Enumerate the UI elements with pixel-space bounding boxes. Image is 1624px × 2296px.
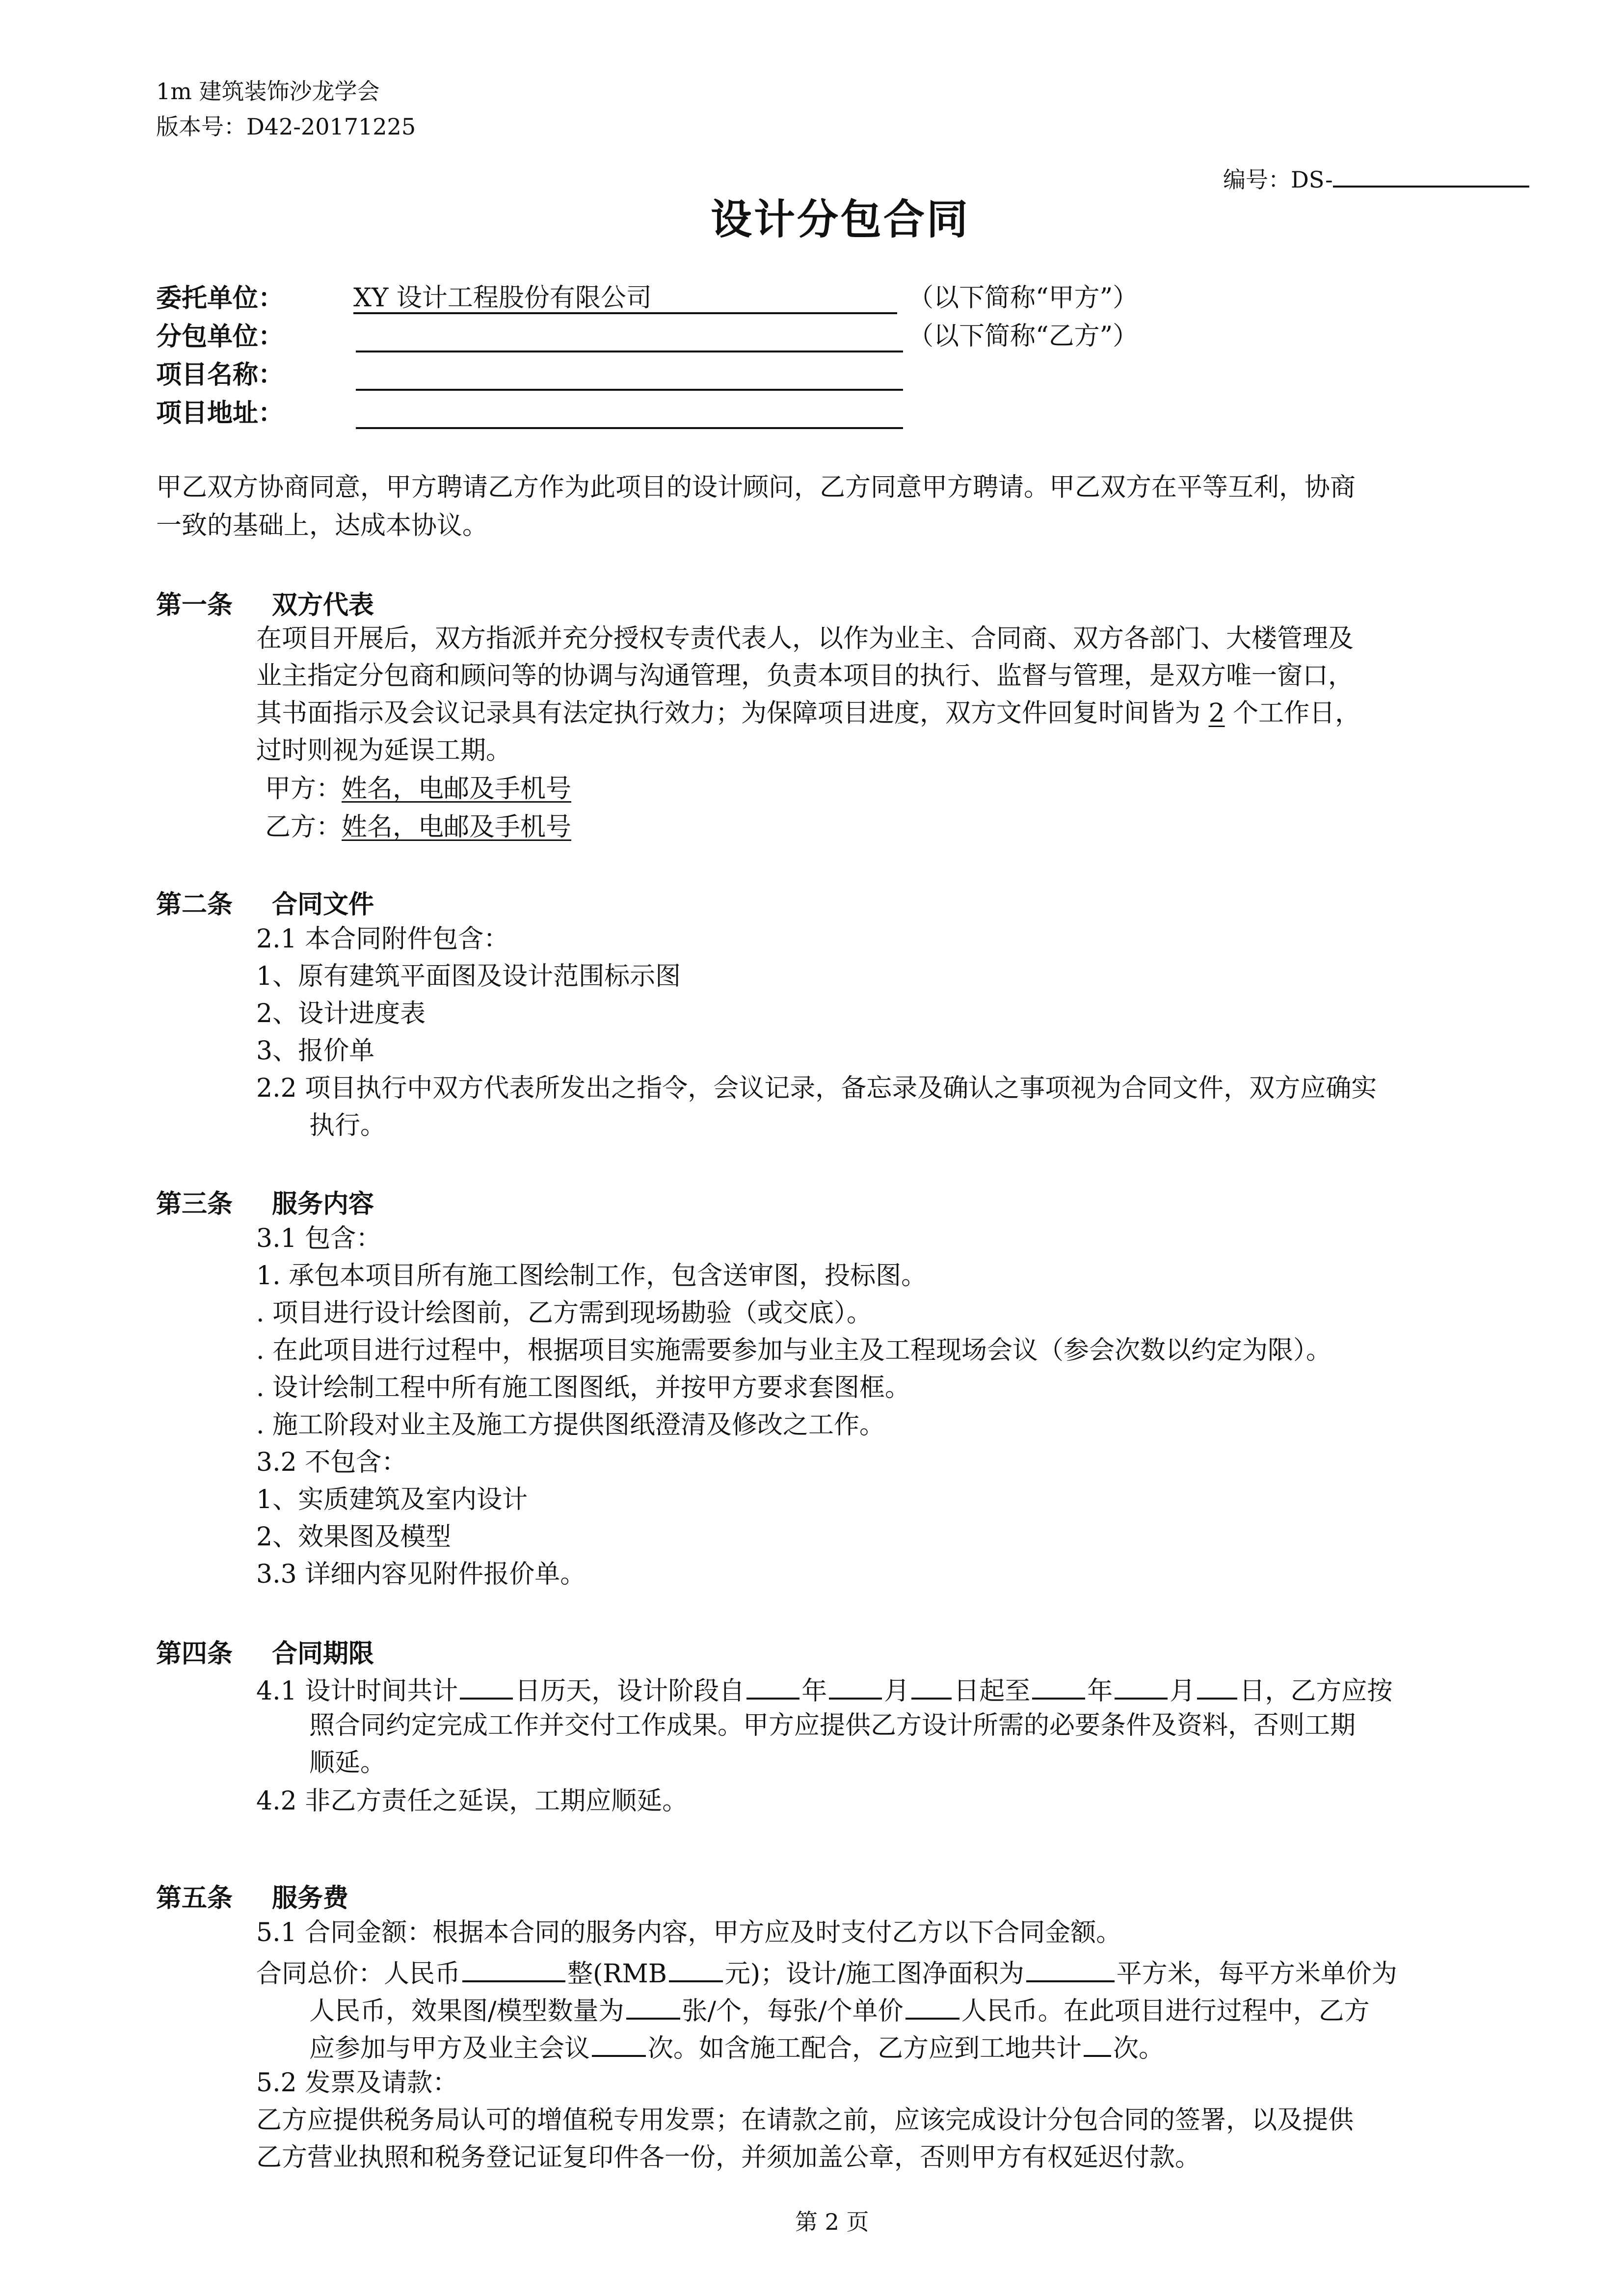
s5-l3-c: 人民币。在此项目进行过程中，乙方 bbox=[961, 1997, 1370, 2026]
s5-line-6: 乙方应提供税务局认可的增值税专用发票；在请款之前，应该完成设计分包合同的签署，以及提供 bbox=[256, 2106, 1354, 2135]
section-2-heading bbox=[156, 884, 374, 920]
project-name-label: 项目名称： bbox=[156, 360, 284, 390]
s4-l1-e: 日起至 bbox=[954, 1676, 1031, 1706]
s4-l1-f: 年 bbox=[1087, 1676, 1113, 1706]
site-visit-blank bbox=[1084, 2027, 1111, 2057]
s3-line-8: 1、实质建筑及室内设计 bbox=[256, 1485, 528, 1514]
party-b-label: 乙方： bbox=[265, 812, 342, 842]
section-3-heading bbox=[156, 1183, 374, 1220]
start-day-blank bbox=[911, 1670, 952, 1700]
s5-line-7: 乙方营业执照和税务登记证复印件各一份，并须加盖公章，否则甲方有权延迟付款。 bbox=[256, 2143, 1201, 2172]
area-blank bbox=[1026, 1953, 1115, 1982]
s4-l1-d: 月 bbox=[884, 1676, 910, 1706]
section-5-title: 服务费 bbox=[272, 1883, 349, 1913]
s4-l1-h: 日，乙方应按 bbox=[1239, 1676, 1393, 1706]
sub-underline bbox=[356, 351, 903, 352]
client-underline bbox=[353, 312, 897, 314]
section-4-title: 合同期限 bbox=[272, 1639, 374, 1669]
s5-l4-a: 应参加与甲方及业主会议 bbox=[309, 2034, 590, 2063]
s5-l2-a: 合同总价：人民币 bbox=[256, 1959, 461, 1989]
client-label: 委托单位： bbox=[156, 283, 284, 313]
s3-line-6: . 施工阶段对业主及施工方提供图纸澄清及修改之工作。 bbox=[256, 1410, 885, 1440]
s3-line-7: 3.2 不包含： bbox=[256, 1448, 407, 1477]
serial-blank bbox=[1333, 156, 1529, 188]
section-5-num: 第五条 bbox=[156, 1883, 233, 1913]
rmb-amount-blank bbox=[669, 1953, 723, 1982]
s5-l3-b: 张/个，每张/个单价 bbox=[682, 1997, 904, 2026]
s3-line-4: . 在此项目进行过程中，根据项目实施需要参加与业主及工程现场会议（参会次数以约定为限）。 bbox=[256, 1336, 1332, 1365]
s1-line-3 bbox=[256, 695, 1360, 732]
section-3-title: 服务内容 bbox=[272, 1189, 374, 1219]
s2-line-4: 3、报价单 bbox=[256, 1036, 375, 1066]
client-alias: （以下简称“甲方”） bbox=[908, 283, 1139, 313]
section-1-heading bbox=[156, 584, 374, 621]
section-4-num: 第四条 bbox=[156, 1639, 233, 1669]
s5-line-5: 5.2 发票及请款： bbox=[256, 2068, 458, 2098]
s5-l4-b: 次。如含施工配合，乙方应到工地共计 bbox=[648, 2034, 1082, 2063]
s5-l4-c: 次。 bbox=[1113, 2034, 1165, 2063]
end-month-blank bbox=[1115, 1670, 1168, 1700]
s4-l1-g: 月 bbox=[1170, 1676, 1196, 1706]
s2-line-5: 2.2 项目执行中双方代表所发出之指令，会议记录，备忘录及确认之事项视为合同文件，双方应确实 bbox=[256, 1074, 1377, 1103]
s5-line-3 bbox=[309, 1990, 1370, 2030]
end-year-blank bbox=[1032, 1670, 1085, 1700]
days-blank bbox=[460, 1670, 513, 1700]
sub-alias: （以下简称“乙方”） bbox=[908, 322, 1139, 351]
serial-label: 编号：DS- bbox=[1223, 166, 1333, 193]
serial-number bbox=[1223, 156, 1529, 197]
s2-line-1: 2.1 本合同附件包含： bbox=[256, 924, 509, 954]
s4-line-3: 顺延。 bbox=[309, 1748, 386, 1778]
party-a-rep bbox=[265, 771, 571, 808]
s5-line-1: 5.1 合同金额：根据本合同的服务内容，甲方应及时支付乙方以下合同金额。 bbox=[256, 1918, 1122, 1947]
s5-l3-a: 人民币，效果图/模型数量为 bbox=[309, 1997, 624, 2026]
section-1-title: 双方代表 bbox=[272, 590, 374, 620]
header-org: 1m 建筑装饰沙龙学会 bbox=[156, 78, 380, 105]
s4-l1-a: 4.1 设计时间共计 bbox=[256, 1676, 458, 1706]
section-2-title: 合同文件 bbox=[272, 890, 374, 919]
party-b-value: 姓名，电邮及手机号 bbox=[342, 812, 572, 842]
intro-line-1: 甲乙双方协商同意，甲方聘请乙方作为此项目的设计顾问，乙方同意甲方聘请。甲乙双方在平等互利，协商 bbox=[156, 473, 1356, 502]
start-month-blank bbox=[829, 1670, 882, 1700]
s4-l1-c: 年 bbox=[801, 1676, 827, 1706]
project-addr-label: 项目地址： bbox=[156, 398, 284, 428]
s4-l1-b: 日历天，设计阶段自 bbox=[515, 1676, 745, 1706]
s2-line-6: 执行。 bbox=[309, 1111, 386, 1140]
reply-days-value: 2 bbox=[1208, 699, 1225, 728]
intro-line-2: 一致的基础上，达成本协议。 bbox=[156, 511, 488, 540]
s5-l2-c: 元)；设计/施工图净面积为 bbox=[724, 1959, 1024, 1989]
s5-l2-b: 整(RMB bbox=[567, 1959, 667, 1989]
section-3-num: 第三条 bbox=[156, 1189, 233, 1219]
section-1-num: 第一条 bbox=[156, 590, 233, 620]
document-title: 设计分包合同 bbox=[711, 195, 970, 243]
section-5-heading bbox=[156, 1877, 348, 1914]
s1-line-3-post: 个工作日， bbox=[1225, 699, 1361, 728]
s4-line-4: 4.2 非乙方责任之延误，工期应顺延。 bbox=[256, 1786, 688, 1816]
project-addr-underline bbox=[356, 427, 903, 429]
s2-line-2: 1、原有建筑平面图及设计范围标示图 bbox=[256, 962, 681, 991]
section-4-heading bbox=[156, 1633, 374, 1670]
s4-line-2: 照合同约定完成工作并交付工作成果。甲方应提供乙方设计所需的必要条件及资料，否则工期 bbox=[309, 1711, 1356, 1740]
header-version: 版本号：D42-20171225 bbox=[156, 113, 416, 140]
s4-line-1 bbox=[256, 1670, 1392, 1710]
meeting-count-blank bbox=[592, 2027, 646, 2057]
s3-line-9: 2、效果图及模型 bbox=[256, 1522, 452, 1552]
party-a-label: 甲方： bbox=[265, 774, 342, 804]
start-year-blank bbox=[746, 1670, 799, 1700]
party-a-value: 姓名，电邮及手机号 bbox=[342, 774, 572, 804]
s3-line-3: . 项目进行设计绘图前，乙方需到现场勘验（或交底）。 bbox=[256, 1298, 873, 1328]
s1-line-3-pre: 其书面指示及会议记录具有法定执行效力；为保障项目进度，双方文件回复时间皆为 bbox=[256, 699, 1209, 728]
s3-line-5: . 设计绘制工程中所有施工图图纸，并按甲方要求套图框。 bbox=[256, 1373, 911, 1403]
s5-l2-d: 平方米，每平方米单价为 bbox=[1116, 1959, 1397, 1989]
s3-line-2: 1. 承包本项目所有施工图绘制工作，包含送审图，投标图。 bbox=[256, 1261, 927, 1291]
s3-line-10: 3.3 详细内容见附件报价单。 bbox=[256, 1560, 586, 1589]
rmb-words-blank bbox=[462, 1953, 565, 1982]
unit-price-blank bbox=[905, 1990, 959, 2020]
s2-line-3: 2、设计进度表 bbox=[256, 999, 426, 1028]
sub-label: 分包单位： bbox=[156, 322, 284, 351]
client-value: XY 设计工程股份有限公司 bbox=[353, 283, 652, 313]
s1-line-1: 在项目开展后，双方指派并充分授权专责代表人，以作为业主、合同商、双方各部门、大楼管理及 bbox=[256, 624, 1354, 653]
section-2-num: 第二条 bbox=[156, 890, 233, 919]
party-b-rep bbox=[265, 809, 571, 846]
end-day-blank bbox=[1197, 1670, 1237, 1700]
s5-line-4 bbox=[309, 2027, 1164, 2067]
s3-line-1: 3.1 包含： bbox=[256, 1224, 382, 1253]
page-number: 第 2 页 bbox=[795, 2209, 869, 2235]
s1-line-2: 业主指定分包商和顾问等的协调与沟通管理，负责本项目的执行、监督与管理，是双方唯一窗口， bbox=[256, 661, 1354, 691]
project-name-underline bbox=[356, 389, 903, 391]
s1-line-4: 过时则视为延误工期。 bbox=[256, 736, 512, 765]
model-count-blank bbox=[626, 1990, 680, 2020]
s5-line-2 bbox=[256, 1953, 1397, 1993]
